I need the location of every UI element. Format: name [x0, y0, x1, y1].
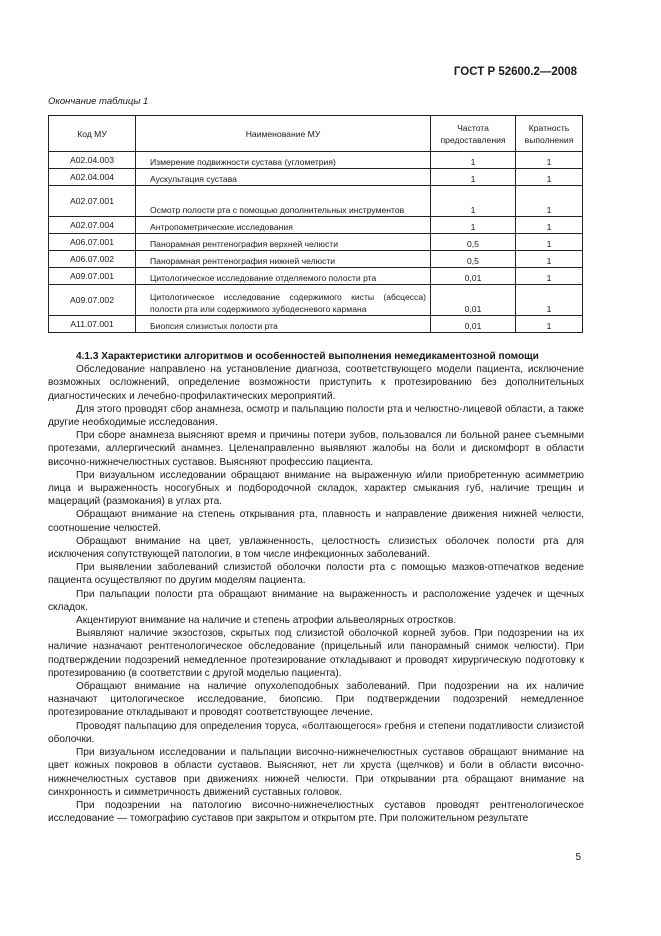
standard-header: ГОСТ Р 52600.2—2008 — [453, 66, 577, 78]
cell-multiplicity: 1 — [516, 285, 583, 316]
paragraph: При выявлении заболеваний слизистой оболочки полости рта с помощью мазков-отпечатков ведение пациента осуществляют по другим моделям пациента. — [48, 562, 584, 587]
column-header-name: Наименование МУ — [136, 116, 431, 152]
paragraph: Обращают внимание на цвет, увлажненность, целостность слизистых оболочек полости рта для исключения сопутствующей патологии, в том числе инфекционных заболеваний. — [48, 535, 584, 561]
table-row — [49, 169, 583, 186]
cell-name: Аускультация сустава — [136, 169, 431, 186]
cell-code: A02.04.004 — [49, 169, 136, 186]
table-row — [49, 217, 583, 234]
cell-code: A09.07.002 — [49, 285, 136, 316]
cell-code: A09.07.001 — [49, 268, 136, 285]
paragraph: При подозрении на патологию височно-нижнечелюстных суставов проводят рентгенологическое исследование — томографию суставов при закрытом и открытом рте. При положительном результате — [48, 799, 584, 825]
paragraph: При пальпации полости рта обращают внимание на выраженность и расположение уздечек и щечных складок. — [48, 588, 584, 613]
cell-multiplicity: 1 — [516, 268, 583, 285]
cell-multiplicity: 1 — [516, 251, 583, 268]
page-number: 5 — [575, 852, 581, 863]
services-table — [48, 115, 583, 333]
table-row — [49, 234, 583, 251]
paragraph: Обращают внимание на наличие опухолеподобных заболеваний. При подозрении на их наличие назначают цитологическое исследование, биопсию. При подтверждении подозрений немедленное протезирование откладывают и проводят соответствующее лечение. — [48, 681, 584, 719]
cell-frequency: 1 — [431, 152, 516, 169]
cell-name: Измерение подвижности сустава (углометрия) — [136, 152, 431, 169]
cell-frequency: 1 — [431, 217, 516, 234]
cell-frequency: 1 — [431, 169, 516, 186]
cell-multiplicity: 1 — [516, 169, 583, 186]
cell-code: A02.04.003 — [49, 152, 136, 169]
cell-frequency: 0,01 — [431, 316, 516, 333]
cell-name: Панорамная рентгенография нижней челюсти — [136, 251, 431, 268]
cell-name: Биопсия слизистых полости рта — [136, 316, 431, 333]
column-header-multiplicity: Кратность выполнения — [516, 116, 583, 152]
cell-name: Цитологическое исследование содержимого кисты (абсцесса) полости рта или содержимого зубодесневого кармана — [136, 285, 431, 316]
cell-name: Панорамная рентгенография верхней челюсти — [136, 234, 431, 251]
cell-multiplicity: 1 — [516, 186, 583, 217]
paragraph: Акцентируют внимание на наличие и степень атрофии альвеолярных отростков. — [76, 615, 457, 627]
cell-multiplicity: 1 — [516, 217, 583, 234]
cell-frequency: 0,01 — [431, 268, 516, 285]
table-header-row — [49, 116, 583, 152]
table-row — [49, 316, 583, 333]
table-row — [49, 152, 583, 169]
paragraph: Проводят пальпацию для определения торуса, «болтающегося» гребня и степени податливости слизистой оболочки. — [48, 720, 584, 745]
column-header-code: Код МУ — [49, 116, 136, 152]
table-row — [49, 251, 583, 268]
paragraph: При визуальном исследовании и пальпации височно-нижнечелюстных суставов обращают внимание на цвет кожных покровов в области суставов. Выясняют, нет ли хруста (щелчков) и боли в области височно-нижнечелюстных суставов при движениях нижней челюсти. При открывании рта обращают внимание на синхронность и симметричность движений суставных головок. — [48, 747, 584, 798]
cell-name: Осмотр полости рта с помощью дополнительных инструментов — [136, 186, 431, 217]
table-row — [49, 186, 583, 217]
cell-code: A06.07.001 — [49, 234, 136, 251]
cell-code: A02.07.004 — [49, 217, 136, 234]
table-caption: Окончание таблицы 1 — [48, 96, 149, 107]
cell-frequency: 1 — [431, 186, 516, 217]
cell-multiplicity: 1 — [516, 234, 583, 251]
cell-name: Цитологическое исследование отделяемого полости рта — [136, 268, 431, 285]
table-row — [49, 285, 583, 316]
cell-frequency: 0,5 — [431, 251, 516, 268]
cell-frequency: 0,5 — [431, 234, 516, 251]
paragraph: Выявляют наличие экзостозов, скрытых под слизистой оболочкой корней зубов. При подозрении на их наличие назначают рентгенологическое обследование (прицельный или панорамный снимок челюсти). При подтверждении подозрений немедленное протезирование откладывают и проводят хирургическую подготовку к протезированию (в соответствии с другой моделью пациента). — [48, 628, 584, 679]
paragraph: Обращают внимание на степень открывания рта, плавность и направление движения нижней челюсти, соотношение челюстей. — [48, 509, 584, 534]
cell-multiplicity: 1 — [516, 316, 583, 333]
paragraph: Обследование направлено на установление диагноза, соответствующего модели пациента, исключение возможных осложнений, определение возможности приступить к протезированию без дополнительных диагностических и лечебно-профилактических мероприятий. — [48, 364, 584, 402]
table-row — [49, 268, 583, 285]
cell-multiplicity: 1 — [516, 152, 583, 169]
cell-code: A02.07.001 — [49, 186, 136, 217]
paragraph: При визуальном исследовании обращают внимание на выраженную и/или приобретенную асимметрию лица и выраженность носогубных и подбородочной складок, характер смыкания губ, наличие трещин и мацераций (размокания) в углах рта. — [48, 469, 584, 508]
cell-code: A11.07.001 — [49, 316, 136, 333]
section-heading: 4.1.3 Характеристики алгоритмов и особенностей выполнения немедикаментозной помощи — [76, 351, 539, 362]
paragraph: Для этого проводят сбор анамнеза, осмотр и пальпацию полости рта и челюстно-лицевой области, а также другие необходимые исследования. — [48, 403, 584, 429]
column-header-frequency: Частота предоставления — [431, 116, 516, 152]
section-body — [48, 350, 584, 825]
paragraph: При сборе анамнеза выясняют время и причины потери зубов, пользовался ли больной ранее съемными протезами, аллергический анамнез. Целенаправленно выявляют жалобы на боли и дискомфорт в области височно-нижнечелюстных суставов. Выясняют профессию пациента. — [48, 430, 584, 468]
cell-name: Антропометрические исследования — [136, 217, 431, 234]
cell-code: A06.07.002 — [49, 251, 136, 268]
cell-frequency: 0,01 — [431, 285, 516, 316]
